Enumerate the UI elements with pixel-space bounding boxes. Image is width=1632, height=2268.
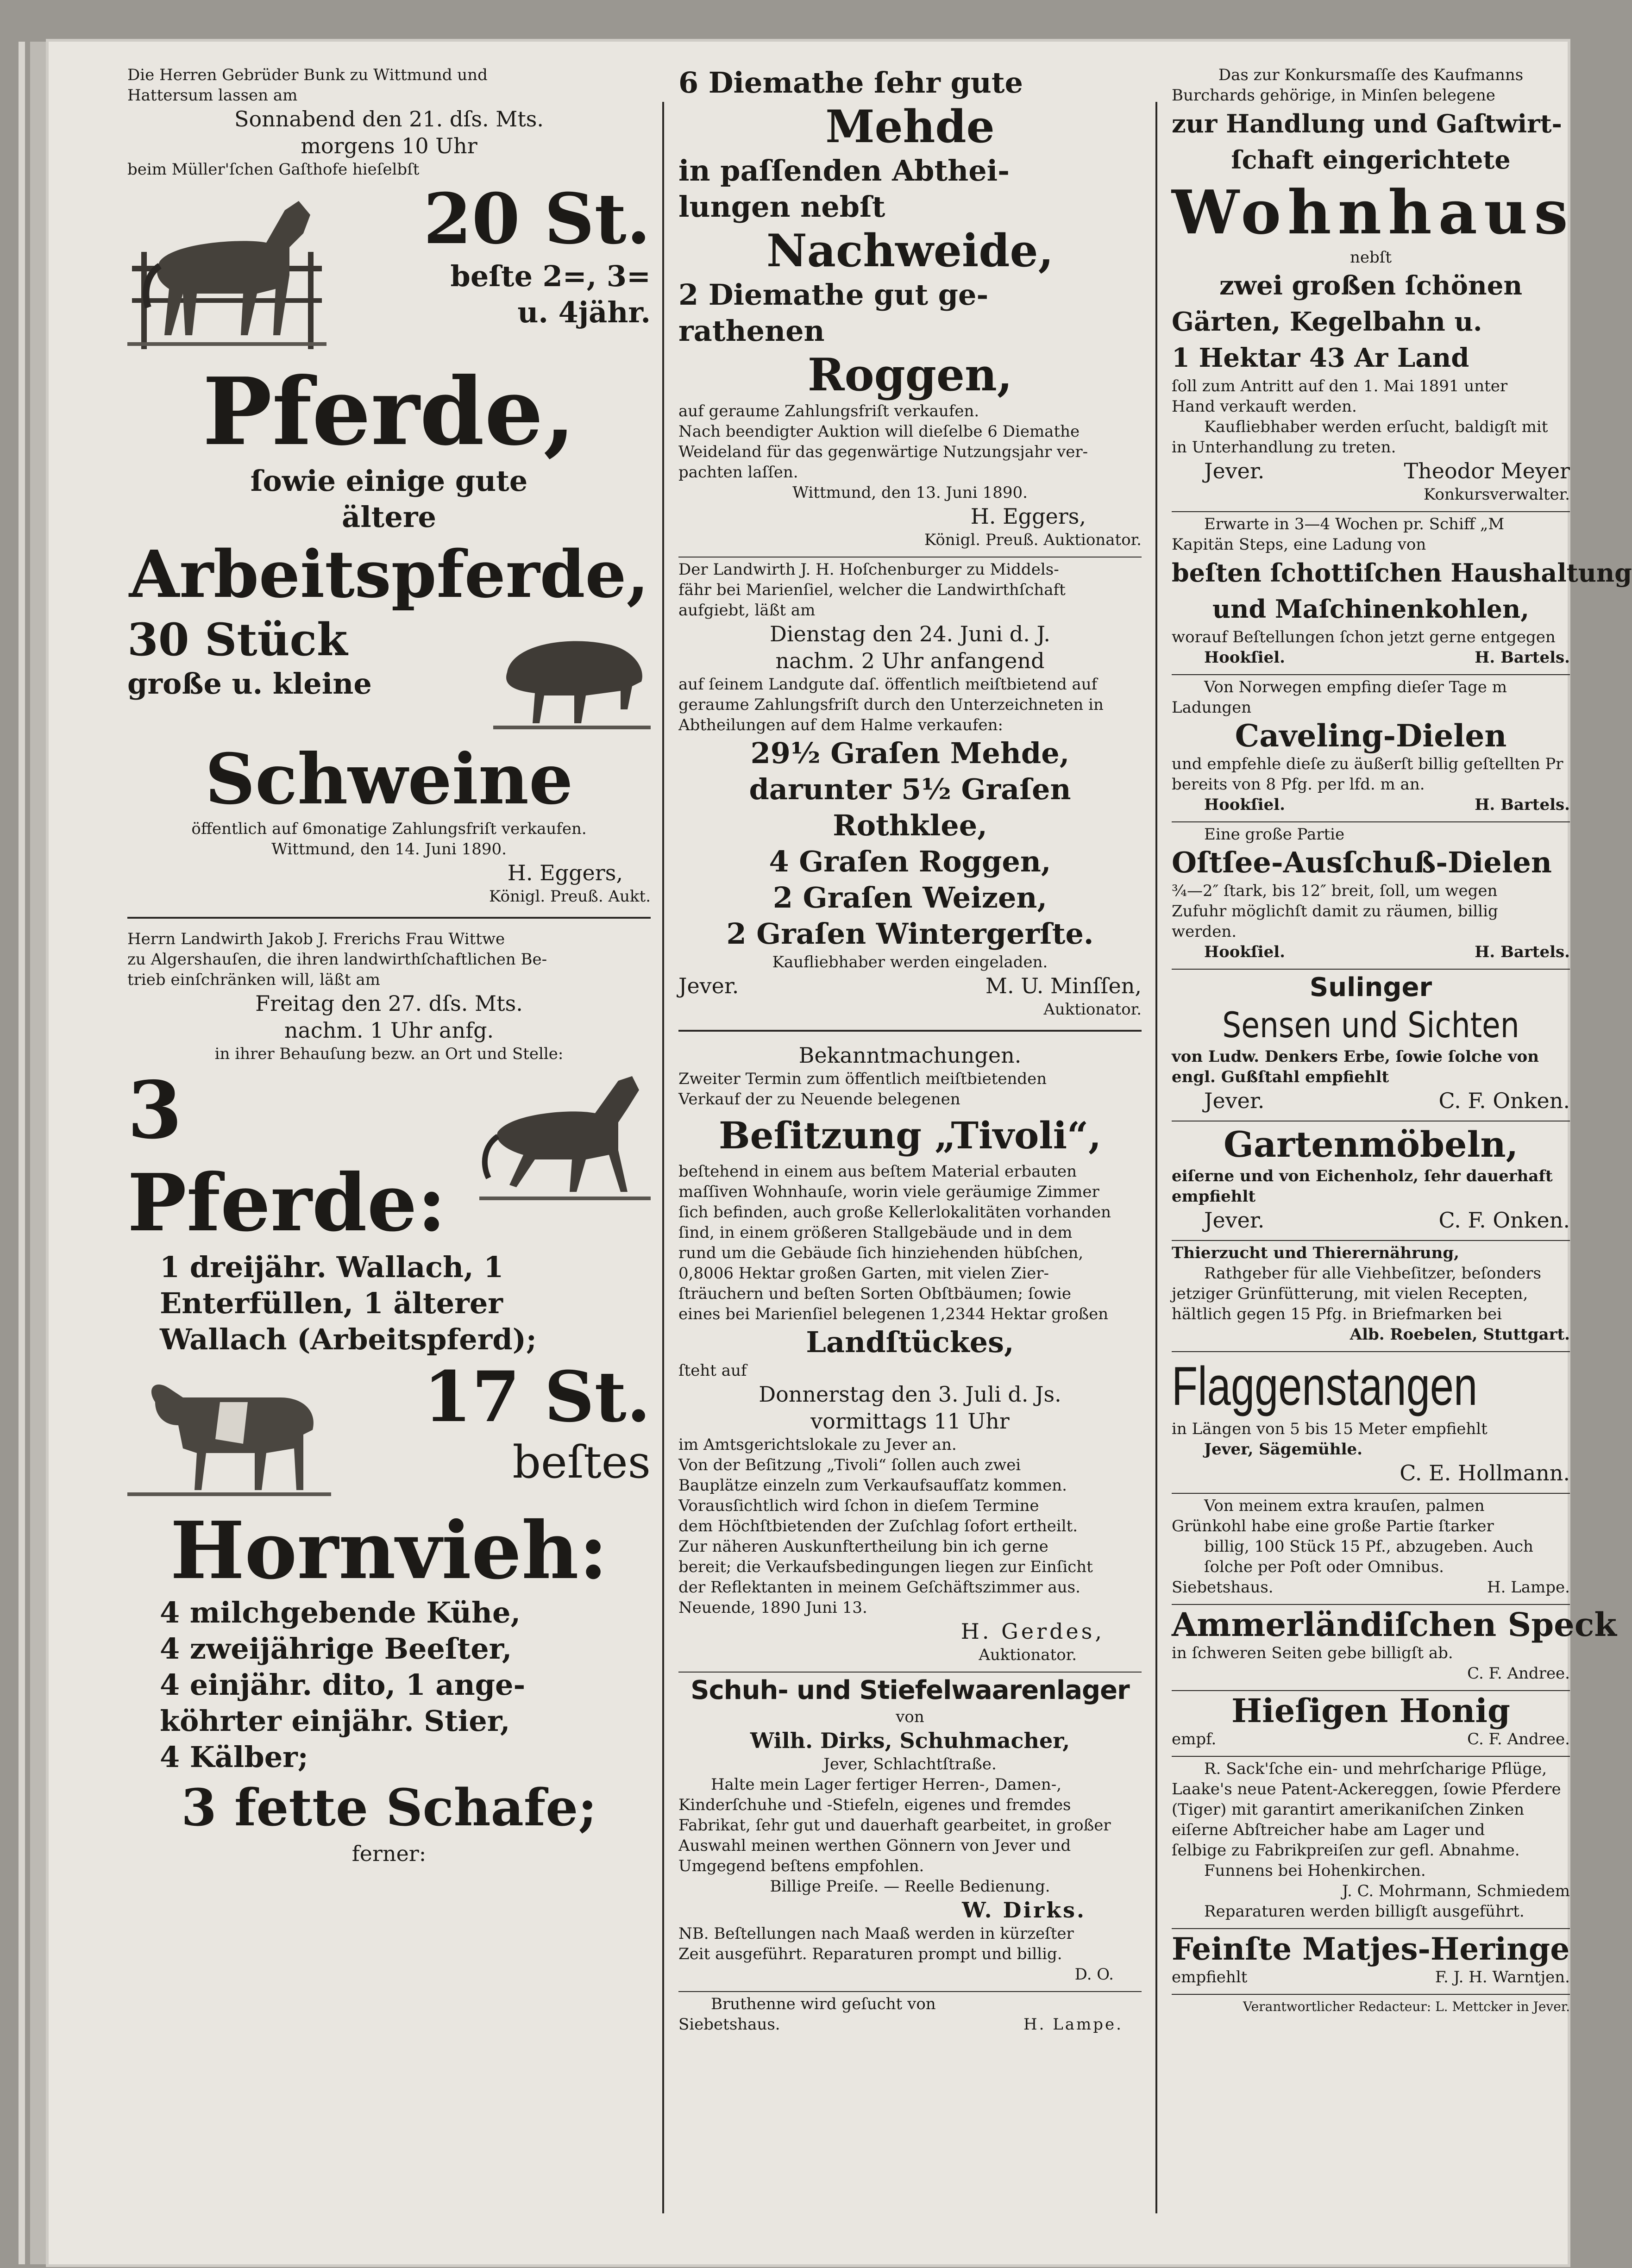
ad-matjes <box>1172 1931 1570 1987</box>
signature-andree: C. F. Andree. <box>1467 1730 1570 1748</box>
ad-text: bereit; die Verkaufsbedingungen liegen zur Einſicht <box>678 1558 1093 1576</box>
signature-eggers: H. Eggers, <box>970 504 1086 529</box>
ad-kohlen <box>1172 514 1632 668</box>
auction-place: in ihrer Behauſung bezw. an Ort und Stelle: <box>214 1045 564 1063</box>
signature-gerdes: H. Gerdes, <box>960 1619 1105 1644</box>
ad-wohnhaus-konkurs <box>1172 65 1575 505</box>
headline-caveling-dielen: Caveling-Dielen <box>1235 718 1507 754</box>
ad-text: ¾—2″ ſtark, bis 12″ breit, ſoll, um wegen <box>1172 882 1498 900</box>
ad-text: auf geraume Zahlungsfriſt verkaufen. <box>678 402 979 420</box>
headline-hornvieh: Hornvieh: <box>170 1504 608 1597</box>
dateline: Wittmund, den 13. Juni 1890. <box>792 483 1028 502</box>
ad-text: Bauplätze einzeln zum Verkaufsaufſatz kommen. <box>678 1476 1067 1495</box>
ad-text: empfiehlt <box>1172 1968 1248 1986</box>
page-edge-left <box>19 42 25 2264</box>
ad-ammerlaendischen-speck <box>1172 1605 1617 1684</box>
divider <box>1172 1690 1570 1691</box>
auction-date: Sonnabend den 21. dſs. Mts. <box>234 107 544 132</box>
ad-line: ſchaft eingerichtete <box>1231 145 1511 175</box>
ad-thierzucht <box>1172 1243 1570 1345</box>
ad-text: zu Algershauſen, die ihren landwirthſchaftlichen Be- <box>127 950 547 969</box>
divider <box>678 1991 1142 1992</box>
auction-time: nachm. 2 Uhr anfangend <box>775 648 1045 673</box>
best-ages: beſte 2=, 3= <box>450 259 651 293</box>
ad-text: der Reflektanten in meinem Geſchäftszimmer aus. <box>678 1578 1080 1597</box>
horse-running-illustration <box>479 1067 651 1206</box>
count-17-st: 17 St. <box>423 1356 651 1438</box>
divider <box>1172 1756 1570 1757</box>
signature-dirks: W. Dirks. <box>962 1898 1086 1923</box>
pig-illustration <box>493 617 651 737</box>
count-30-stueck: 30 Stück <box>127 614 348 666</box>
item-line: Wallach (Arbeitspferd); <box>160 1322 537 1356</box>
item-line: 4 Graſen Roggen, <box>769 845 1051 878</box>
auction-time: vormittags 11 Uhr <box>810 1409 1010 1434</box>
ad-hoschenburger <box>678 559 1142 1020</box>
ad-text: Nach beendigter Auktion will dieſelbe 6 Diemathe <box>678 422 1080 441</box>
ad-text: ſoll zum Antritt auf den 1. Mai 1891 unter <box>1172 377 1508 395</box>
item-line: darunter 5½ Graſen <box>749 772 1071 806</box>
ad-caveling-dielen <box>1172 677 1570 815</box>
ad-line: 2 Diemathe gut ge- <box>678 278 989 312</box>
ad-text: Zufuhr möglichſt damit zu räumen, billig <box>1172 902 1498 921</box>
ad-text: Jever, Sägemühle. <box>1204 1440 1363 1459</box>
place: Siebetshaus. <box>1172 1578 1274 1597</box>
ad-text: bereits von 8 Pfg. per lfd. m an. <box>1172 775 1425 794</box>
ad-text: Zeit ausgeführt. Reparaturen prompt und billig. <box>678 1945 1062 1963</box>
column-2 <box>678 65 1142 2204</box>
ad-text: eines bei Marienſiel belegenen 1,2344 Hektar großen <box>678 1305 1109 1323</box>
ad-text: worauf Beſtellungen ſchon jetzt gerne entgegen <box>1172 628 1556 646</box>
item-line: 1 dreijähr. Wallach, 1 <box>160 1250 504 1284</box>
headline-wohnhaus: Wohnhaus <box>1172 177 1575 248</box>
ad-text: ſelbige zu Fabrikpreiſen zur gefl. Abnahme. <box>1172 1841 1520 1860</box>
auction-time: morgens 10 Uhr <box>301 133 477 158</box>
ad-text: billig, 100 Stück 15 Pf., abzugeben. Auch <box>1204 1537 1533 1556</box>
ad-terms: öffentlich auf 6monatige Zahlungsfriſt verkaufen. <box>191 820 587 838</box>
ad-text: Hand verkauft werden. <box>1172 397 1357 416</box>
headline-matjes: Feinſte Matjes-Heringe <box>1172 1931 1570 1967</box>
ad-text: Der Landwirth J. H. Hoſchenburger zu Middels- <box>678 560 1059 579</box>
ad-text: ſträuchern und beſten Sorten Obſtbäumen; ſowie <box>678 1284 1072 1303</box>
city: Hookſiel. <box>1204 648 1285 667</box>
ad-dirks-shoes <box>678 1674 1142 1985</box>
ad-text: Reparaturen werden billigſt ausgeführt. <box>1204 1902 1525 1921</box>
headline-mehde: Mehde <box>825 100 995 153</box>
ad-text: von Ludw. Denkers Erbe, ſowie ſolche von <box>1172 1047 1539 1066</box>
headline-landstueckes: Landſtückes, <box>806 1325 1014 1359</box>
ad-text: Auswahl meinen werthen Gönnern von Jever und <box>678 1836 1071 1855</box>
section-heading: Bekanntmachungen. <box>798 1043 1022 1068</box>
ad-text: empf. <box>1172 1730 1217 1748</box>
signature-title: Königl. Preuß. Aukt. <box>489 887 651 906</box>
item-line: 2 Graſen Weizen, <box>772 881 1048 915</box>
ad-text: Zweiter Termin zum öffentlich meiſtbietenden <box>678 1070 1047 1088</box>
ad-flaggenstangen <box>1172 1354 1570 1486</box>
item-line: 4 milchgebende Kühe, <box>160 1596 521 1629</box>
item-line: 29½ Graſen Mehde, <box>750 736 1070 770</box>
ad-text: eiſerne und von Eichenholz, ſehr dauerhaft <box>1172 1167 1553 1185</box>
ad-text: Kinderſchuhe und -Stiefeln, eigenes und fremdes <box>678 1796 1071 1814</box>
ad-text: nebſt <box>1350 248 1392 267</box>
ad-text: in Längen von 5 bis 15 Meter empfiehlt <box>1172 1420 1488 1438</box>
announcements <box>678 1042 1142 1665</box>
sowie-einige-gute: ſowie einige gute <box>250 464 528 498</box>
ad-text: pachten laſſen. <box>678 463 798 482</box>
ad-text: Abtheilungen auf dem Halme verkaufen: <box>678 716 1004 734</box>
ad-text: Zur näheren Auskunftertheilung bin ich gerne <box>678 1537 1048 1556</box>
city: Hookſiel. <box>1204 943 1285 961</box>
ad-text: auf ſeinem Landgute daſ. öffentlich meiſtbietend auf <box>678 675 1098 694</box>
headline-3-pferde: 3 Pferde: <box>127 1064 446 1249</box>
publisher: Alb. Roebelen, Stuttgart. <box>1350 1325 1570 1344</box>
ad-text: geraume Zahlungsfriſt durch den Unterzeichneten in <box>678 695 1104 714</box>
place: Siebetshaus. <box>678 2015 780 2034</box>
signature-title: Königl. Preuß. Auktionator. <box>924 531 1142 549</box>
signature-andree: C. F. Andree. <box>1467 1664 1570 1683</box>
item-line: Enterfüllen, 1 älterer <box>160 1286 503 1320</box>
ad-text: fähr bei Marienſiel, welcher die Landwirthſchaft <box>678 581 1066 599</box>
ad-text: Herrn Landwirth Jakob J. Frerichs Frau Wittwe <box>127 930 505 948</box>
ferner: ferner: <box>352 1841 427 1866</box>
city: Jever. <box>1204 1088 1265 1113</box>
book-title: Thierzucht und Thierernährung, <box>1172 1244 1459 1262</box>
ad-text: Vorausſichtlich wird ſchon in dieſem Termine <box>678 1497 1039 1515</box>
ad-text: engl. Gußſtahl empfiehlt <box>1172 1068 1389 1086</box>
signature-title: Auktionator. <box>1043 1000 1142 1019</box>
ad-text: ſteht auf <box>678 1361 747 1380</box>
ad-line: 6 Diemathe ſehr gute <box>678 66 1023 100</box>
ad-text: Das zur Konkursmaſſe des Kaufmanns <box>1218 66 1524 84</box>
divider <box>1172 1240 1570 1241</box>
ad-text: beſtehend in einem aus beſtem Material erbauten <box>678 1162 1077 1181</box>
divider <box>678 1672 1142 1673</box>
ad-text: ſich befinden, auch große Kellerlokalitäten vorhanden <box>678 1203 1111 1222</box>
divider <box>1172 821 1570 822</box>
ad-bruthenne <box>678 1994 1142 2035</box>
ad-frerichs-auction <box>127 929 651 1867</box>
ad-text: Billige Preiſe. — Reelle Bedienung. <box>770 1877 1050 1896</box>
divider <box>1172 1604 1570 1605</box>
ad-text: Fabrikat, ſehr gut und dauerhaft gearbeitet, in großer <box>678 1816 1111 1835</box>
ad-text: werden. <box>1172 922 1237 941</box>
ad-text: in ſchweren Seiten gebe billigſt ab. <box>1172 1644 1453 1662</box>
signature-lampe: H. Lampe. <box>1023 2015 1123 2034</box>
ad-text: von <box>896 1708 924 1726</box>
item-line: 2 Graſen Wintergerſte. <box>726 917 1094 951</box>
headline-schweine: Schweine <box>205 739 573 820</box>
divider <box>1172 969 1570 970</box>
ad-text: Kaufliebhaber werden eingeladen. <box>772 953 1048 971</box>
signature-onken: C. F. Onken. <box>1438 1208 1570 1233</box>
ad-text: und empfehle dieſe zu äußerſt billig geſtellten Pr <box>1172 755 1563 773</box>
ad-text: R. Sack'ſche ein- und mehrſcharige Pflüge, <box>1204 1760 1547 1778</box>
bestes: beſtes <box>512 1436 651 1488</box>
count-20-st: 20 St. <box>423 178 651 260</box>
ad-text: dem Höchſtbietenden der Zuſchlag ſofort ertheilt. <box>678 1517 1078 1535</box>
auction-time: nachm. 1 Uhr anfg. <box>284 1018 494 1043</box>
auction-place: beim Müller'ſchen Gaſthofe hieſelbſt <box>127 160 420 179</box>
ad-text: Hattersum lassen am <box>127 86 298 105</box>
signature-hollmann: C. E. Hollmann. <box>1400 1460 1570 1485</box>
ad-text: Kaufliebhaber werden erſucht, baldigſt mit <box>1204 418 1548 436</box>
ad-text: D. O. <box>1074 1965 1114 1984</box>
ad-line: zur Handlung und Gaſtwirt- <box>1172 109 1562 138</box>
headline-ostsee-dielen: Oſtſee-Ausſchuß-Dielen <box>1172 846 1552 879</box>
ad-text: trieb einſchränken will, läßt am <box>127 971 380 989</box>
signature-onken: C. F. Onken. <box>1438 1088 1570 1113</box>
signature-meyer: Theodor Meyer <box>1404 458 1570 483</box>
ad-text: Von meinem extra krauſen, palmen <box>1204 1497 1485 1515</box>
shop-owner: Wilh. Dirks, Schuhmacher, <box>750 1728 1070 1753</box>
ad-text: Umgegend beſtens empfohlen. <box>678 1857 924 1875</box>
dateline: Neuende, 1890 Juni 13. <box>678 1598 867 1617</box>
ad-text: Rathgeber für alle Viehbeſitzer, beſonders <box>1204 1264 1541 1283</box>
headline-nachweide: Nachweide, <box>766 225 1054 277</box>
item-line: 4 einjähr. dito, 1 ange- <box>160 1668 526 1702</box>
divider <box>127 917 651 919</box>
column-rule-2 <box>1155 102 1157 2213</box>
ad-text: jetziger Grünfütterung, mit vielen Recepten, <box>1172 1284 1528 1303</box>
ad-text: Erwarte in 3—4 Wochen pr. Schiff „M <box>1204 515 1505 533</box>
item-line: köhrter einjähr. Stier, <box>160 1704 510 1738</box>
auction-date: Dienstag den 24. Juni d. J. <box>770 621 1050 646</box>
ad-text: eiſerne Abſtreicher habe am Lager und <box>1172 1821 1485 1839</box>
divider <box>678 557 1142 558</box>
ad-line: zwei großen ſchönen <box>1219 270 1523 301</box>
signature-lampe: H. Lampe. <box>1487 1578 1570 1597</box>
ad-sulinger-sensen <box>1172 971 1570 1114</box>
ad-text: Verkauf der zu Neuende belegenen <box>678 1090 960 1109</box>
city: Jever. <box>1204 458 1265 483</box>
ad-text: empfiehlt <box>1172 1187 1256 1206</box>
ad-line: rathenen <box>678 314 825 348</box>
ad-text: Laake's neue Patent-Ackereggen, ſowie Pferdere <box>1172 1780 1561 1798</box>
divider <box>1172 1351 1570 1352</box>
grosse-u-kleine: große u. kleine <box>127 667 372 701</box>
ad-line: in paſſenden Abthei- <box>678 154 1010 188</box>
headline-flaggenstangen: Flaggenstangen <box>1172 1356 1478 1417</box>
ad-text: Funnens bei Hohenkirchen. <box>1204 1861 1426 1880</box>
ad-line: beſten ſchottiſchen Haushaltung <box>1172 558 1632 588</box>
divider <box>1172 511 1570 512</box>
item-line: 4 Kälber; <box>160 1740 308 1774</box>
ad-line: Gärten, Kegelbahn u. <box>1172 307 1482 337</box>
ad-gartenmoebeln <box>1172 1123 1570 1234</box>
signature-title: Auktionator. <box>979 1646 1077 1664</box>
ad-text: NB. Beſtellungen nach Maaß werden in kürzeſter <box>678 1924 1074 1943</box>
ad-text: maſſiven Wohnhauſe, worin viele geräumige Zimmer <box>678 1183 1099 1201</box>
auction-date: Donnerstag den 3. Juli d. Js. <box>759 1382 1061 1407</box>
headline-honig: Hieſigen Honig <box>1231 1692 1510 1730</box>
ad-honig <box>1172 1693 1570 1749</box>
ad-mehde-roggen <box>678 65 1142 550</box>
divider <box>1172 1994 1570 1995</box>
ad-line: lungen nebſt <box>678 190 885 224</box>
footer-editor: Verantwortlicher Redacteur: L. Mettcker in Jever. <box>1243 1999 1570 2014</box>
ad-text: in Unterhandlung zu treten. <box>1172 438 1396 457</box>
dateline: Wittmund, den 14. Juni 1890. <box>271 840 507 858</box>
signature-bartels: H. Bartels. <box>1475 943 1570 961</box>
headline-arbeitspferde: Arbeitspferde, <box>129 537 649 613</box>
age-4jaehr: u. 4jähr. <box>517 295 651 329</box>
shop-address: Jever, Schlachtſtraße. <box>823 1755 997 1773</box>
horse-illustration <box>127 182 326 358</box>
signature-title: Konkursverwalter. <box>1424 485 1570 504</box>
column-rule-1 <box>662 102 664 2213</box>
divider <box>1172 1928 1570 1929</box>
item-line: Rothklee, <box>833 808 987 842</box>
headline-roggen: Roggen, <box>807 349 1013 401</box>
headline-sulinger: Sulinger <box>1309 972 1432 1002</box>
divider <box>678 1030 1142 1032</box>
ad-horse-auction-bunk <box>127 65 651 907</box>
signature-warntjen: F. J. H. Warntjen. <box>1435 1968 1570 1986</box>
divider <box>1172 1493 1570 1494</box>
headline-schuh-stiefel: Schuh- und Stiefelwaarenlager <box>690 1675 1130 1705</box>
column-3 <box>1172 65 1632 2204</box>
signature-bartels: H. Bartels. <box>1475 796 1570 814</box>
ad-text: Die Herren Gebrüder Bunk zu Wittmund und <box>127 66 488 84</box>
ad-text: Bruthenne wird geſucht von <box>711 1995 936 2013</box>
ad-text: Halte mein Lager fertiger Herren-, Damen-, <box>711 1775 1062 1794</box>
headline-speck: Ammerländiſchen Speck <box>1172 1605 1617 1644</box>
ad-text: Eine große Partie <box>1204 825 1345 844</box>
signature-bartels: H. Bartels. <box>1475 648 1570 667</box>
ad-text: Weideland für das gegenwärtige Nutzungsjahr ver- <box>678 443 1088 461</box>
auction-date: Freitag den 27. dſs. Mts. <box>255 991 523 1016</box>
signature-minssen: M. U. Minſſen, <box>985 973 1142 998</box>
signature-mohrmann: J. C. Mohrmann, Schmiedem <box>1342 1882 1570 1900</box>
headline-tivoli: Beſitzung „Tivoli“, <box>719 1114 1101 1157</box>
ad-text: (Tiger) mit garantirt amerikaniſchen Zinken <box>1172 1800 1525 1819</box>
item-line: 4 zweijährige Beeſter, <box>160 1632 512 1666</box>
ad-line: 1 Hektar 43 Ar Land <box>1172 343 1469 373</box>
ad-text: rund um die Gebäude ſich hinziehenden hübſchen, <box>678 1244 1084 1262</box>
signature-eggers: H. Eggers, <box>507 860 623 885</box>
column-1 <box>127 65 651 2204</box>
cow-illustration <box>127 1360 331 1504</box>
divider <box>1172 674 1570 675</box>
headline-pferde: Pferde, <box>202 357 576 466</box>
ad-text: Grünkohl habe eine große Partie ſtarker <box>1172 1517 1494 1535</box>
ad-text: im Amtsgerichtslokale zu Jever an. <box>678 1435 957 1454</box>
ad-pfluege <box>1172 1759 1570 1922</box>
ad-text: Von der Beſitzung „Tivoli“ ſollen auch zwei <box>678 1456 1021 1474</box>
city: Hookſiel. <box>1204 796 1285 814</box>
ad-gruenkohl <box>1172 1496 1570 1598</box>
city: Jever. <box>678 973 739 998</box>
ad-text: ſolche per Poſt oder Omnibus. <box>1204 1558 1444 1576</box>
headline-schafe: 3 fette Schafe; <box>181 1778 597 1837</box>
page-edge-left-2 <box>32 42 39 2264</box>
headline-gartenmoebeln: Gartenmöbeln, <box>1223 1124 1519 1165</box>
ad-text: 0,8006 Hektar großen Garten, mit vielen Zier- <box>678 1264 1049 1283</box>
ad-text: aufgiebt, läßt am <box>678 601 816 620</box>
ad-text: Kapitän Steps, eine Ladung von <box>1172 535 1426 554</box>
ad-ostsee-dielen <box>1172 824 1570 962</box>
ad-text: Ladungen <box>1172 698 1252 717</box>
aeltere: ältere <box>342 500 436 534</box>
headline-sensen-sichten: Sensen und Sichten <box>1222 1004 1519 1046</box>
ad-line: und Maſchinenkohlen, <box>1212 594 1530 624</box>
ad-text: Von Norwegen empfing dieſer Tage m <box>1204 678 1507 696</box>
ad-text: ſind, in einem größeren Stallgebäude und in dem <box>678 1223 1073 1242</box>
ad-text: hältlich gegen 15 Pfg. in Briefmarken bei <box>1172 1305 1502 1323</box>
city: Jever. <box>1204 1208 1265 1233</box>
ad-text: Burchards gehörige, in Minſen belegene <box>1172 86 1495 105</box>
